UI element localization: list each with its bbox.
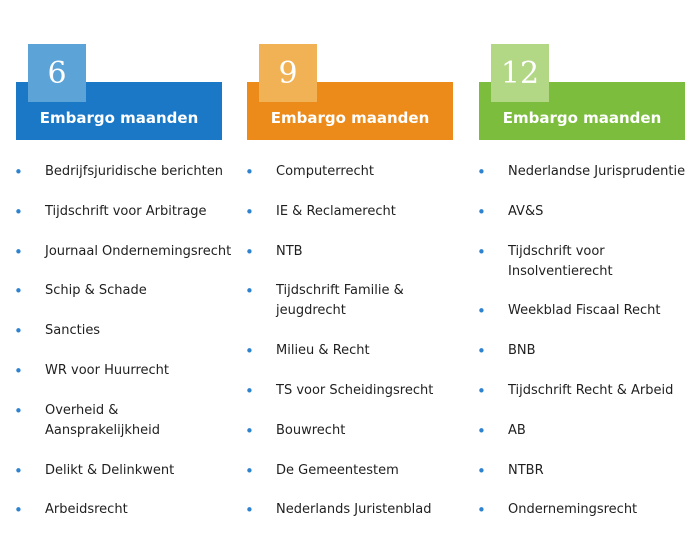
list-item: • Weekblad Fiscaal Recht <box>477 302 661 321</box>
list-item: • Bouwrecht <box>245 421 346 440</box>
list-item: • Milieu & Recht <box>245 342 370 361</box>
list-item: • WR voor Huurrecht <box>14 361 170 380</box>
bullet-icon: • <box>14 282 23 301</box>
bullet-icon: • <box>245 381 254 400</box>
bullet-icon: • <box>245 461 254 480</box>
bullet-icon: • <box>477 242 486 261</box>
list-item: • TS voor Scheidingsrecht <box>245 381 434 400</box>
bullet-icon: • <box>477 202 486 221</box>
list-item: • Tijdschrift voor Arbitrage <box>14 202 207 221</box>
list-item: • Overheid & Aansprakelijkheid <box>14 401 160 438</box>
list-item: • Tijdschrift voor Insolventierecht <box>477 242 613 279</box>
bullet-icon: • <box>245 421 254 440</box>
bullet-icon: • <box>477 342 486 361</box>
list-item: • De Gemeentestem <box>245 461 399 480</box>
bullet-icon: • <box>14 322 23 341</box>
bullet-icon: • <box>245 501 254 520</box>
bullet-icon: • <box>477 302 486 321</box>
bullet-icon: • <box>245 163 254 181</box>
journal-list <box>16 162 236 540</box>
list-item: • NTB <box>245 242 303 261</box>
bullet-icon: • <box>245 342 254 361</box>
list-item: • Tijdschrift Familie & jeugdrecht <box>245 282 404 319</box>
bullet-icon: • <box>14 461 23 480</box>
list-item: • Sancties <box>14 322 101 341</box>
embargo-column-9 <box>245 44 453 520</box>
bullet-icon: • <box>14 242 23 261</box>
list-item: • Ondernemingsrecht <box>477 501 638 520</box>
bullet-icon: • <box>245 282 254 301</box>
embargo-label: Embargo maanden <box>247 82 453 140</box>
list-item: • Journaal Ondernemingsrecht <box>14 242 232 261</box>
embargo-label: Embargo maanden <box>16 82 222 140</box>
embargo-number: 12 <box>491 44 549 102</box>
embargo-number: 9 <box>259 44 317 102</box>
bullet-icon: • <box>477 163 486 181</box>
list-item: • BNB <box>477 342 536 361</box>
list-item: • NTBR <box>477 461 544 480</box>
embargo-column-12 <box>477 44 686 520</box>
list-item: • Computerrecht <box>245 163 374 181</box>
embargo-number: 6 <box>28 44 86 102</box>
bullet-icon: • <box>245 242 254 261</box>
column-header <box>16 44 222 140</box>
column-header <box>247 44 453 140</box>
journal-list <box>247 162 467 540</box>
list-item: • Nederlands Juristenblad <box>245 501 432 520</box>
embargo-label: Embargo maanden <box>479 82 685 140</box>
list-item: • Tijdschrift Recht & Arbeid <box>477 381 674 400</box>
bullet-icon: • <box>14 361 23 380</box>
bullet-icon: • <box>14 401 23 420</box>
list-item: • AB <box>477 421 526 440</box>
bullet-icon: • <box>14 501 23 520</box>
embargo-column-6 <box>14 44 232 520</box>
bullet-icon: • <box>477 501 486 520</box>
column-header <box>479 44 685 140</box>
bullet-icon: • <box>14 163 23 181</box>
list-item: • Bedrijfsjuridische berichten <box>14 163 223 181</box>
list-item: • Delikt & Delinkwent <box>14 461 175 480</box>
list-item: • IE & Reclamerecht <box>245 202 396 221</box>
bullet-icon: • <box>14 202 23 221</box>
list-item: • AV&S <box>477 202 544 221</box>
list-item: • Arbeidsrecht <box>14 501 128 520</box>
bullet-icon: • <box>477 421 486 440</box>
list-item: • Schip & Schade <box>14 282 147 301</box>
journal-list <box>479 162 699 540</box>
bullet-icon: • <box>477 381 486 400</box>
list-item: • Nederlandse Jurisprudentie <box>477 163 686 181</box>
bullet-icon: • <box>245 202 254 221</box>
bullet-icon: • <box>477 461 486 480</box>
